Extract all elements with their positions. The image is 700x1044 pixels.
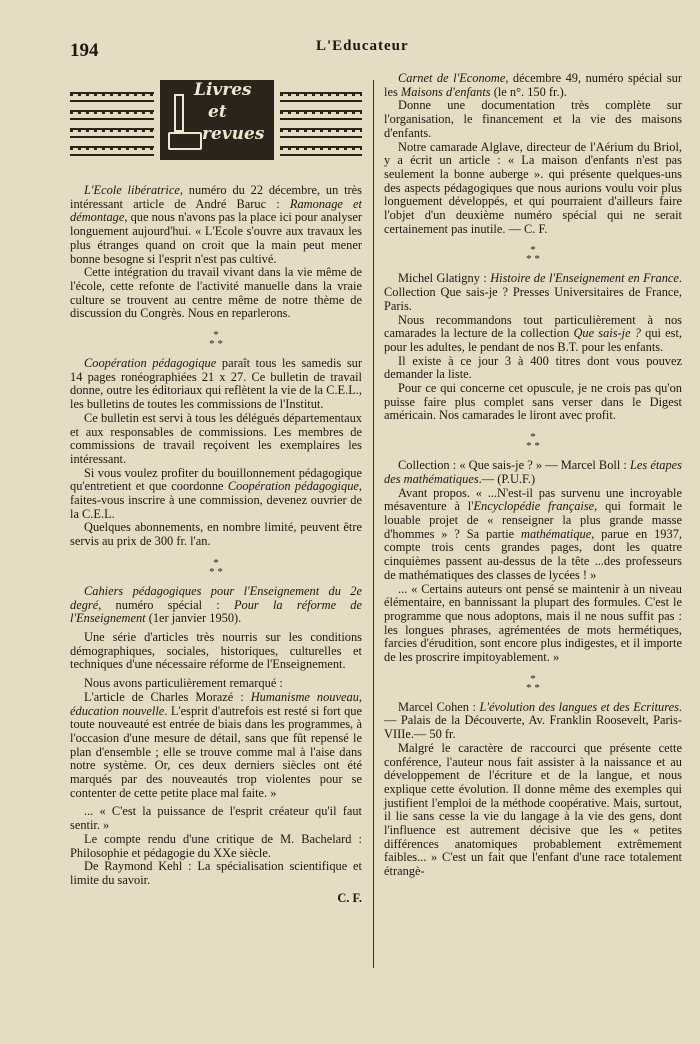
decorative-rule — [70, 92, 154, 102]
review-paragraph: Cahiers pédagogiques pour l'Enseignement du 2e degré, numéro spécial : Pour la réforme de l'Enseignement (1er janvier 1950). — [70, 583, 362, 626]
review-paragraph: Quelques abonnements, en nombre limité, peuvent être servis au prix de 300 fr. l'an. — [70, 520, 362, 549]
review-paragraph: L'Ecole libératrice, numéro du 22 décembre, un très intéressant article de André Baruc : Ramonage et démontage, que nous n'avons pas la place ici pour analyser longuement aujourd'hui. « L'Ecole s'ouvre aux travaux les plus étranges quand on croit que la main peut mener bonne besogne si l'esprit n'est pas cultivé. — [70, 183, 362, 266]
decorative-rule — [280, 92, 362, 102]
book-icon — [168, 132, 202, 150]
logo-word: et — [208, 102, 227, 122]
review-paragraph: L'article de Charles Morazé : Humanisme nouveau, éducation nouvelle. L'esprit d'autrefois est resté si fort que toute nouveauté est entrée de biais dans les programmes, à l'occasion d'une mesure de détail, sans que fût repensé le plan d'ensemble ; elle se trouve comme mal à l'aise dans notre système. Or, ces deux derniers siècles ont été marqués par des nouveautés trop violentes pour se contenter de cette petite place mal faite. » — [70, 689, 362, 800]
left-column — [70, 72, 362, 905]
review-paragraph: ... « C'est la puissance de l'esprit créateur qu'il faut sentir. » — [70, 804, 362, 833]
page-number: 194 — [70, 40, 99, 61]
review-paragraph: Pour ce qui concerne cet opuscule, je ne crois pas qu'on puisse faire plus complet sans verser dans le Digest américain. Nos camarades le liront avec profit. — [384, 381, 682, 423]
asterism-separator: * * * — [526, 244, 540, 266]
decorative-rule — [280, 110, 362, 120]
asterism-separator: * * * — [526, 431, 540, 453]
review-paragraph: Avant propos. « ...N'est-il pas survenu une incroyable mésaventure à l'Encyclopédie française, qui formait le louable projet de « renseigner la plus grande masse d'hommes » ? Sa partie mathématique, parue en 1937, compte trois cents grandes pages, dont les quatre cinquièmes passent au-dessus de la tête ...des professeurs de mathématiques des classes de lycées ! » — [384, 485, 683, 582]
right-column — [384, 72, 682, 879]
asterism-separator: * * * — [526, 672, 540, 694]
livres-et-revues-logo — [160, 80, 274, 160]
review-paragraph: Notre camarade Alglave, directeur de l'Aérium du Briol, y a écrit un article : « La maison d'enfants n'est pas seulement la bonne auberge ». qui présente quelques-uns des aspects pédagogiques que nous aurions voulu voir plus longuement développés, et qui pourraient d'ailleurs faire l'objet d'un deuxième numéro spécial qui ne serait certainement pas inutile. — C. F. — [384, 139, 682, 236]
signature: C. F. — [337, 890, 362, 905]
logo-word: revues — [202, 124, 265, 144]
running-title: L'Educateur — [316, 38, 409, 54]
review-paragraph: Si vous voulez profiter du bouillonnement pédagogique qu'entretient et que coordonne Coopération pédagogique, faites-vous inscrire à une commission, devenez ouvrier de la C.E.L. — [70, 465, 363, 521]
logo-word: Livres — [194, 80, 252, 100]
review-paragraph: Il existe à ce jour 3 à 400 titres dont vous pouvez demander la liste. — [384, 353, 682, 382]
review-paragraph: Ce bulletin est servi à tous les délégués départementaux et aux responsables de commissions. Les membres de commissions de travail reçoivent les exemplaires les intéressant. — [70, 410, 362, 466]
review-paragraph: ... « Certains auteurs ont pensé se maintenir à un niveau élémentaire, en bannissant la plupart des formules. C'est le programme que nous adoptons, mais il ne nous suffit pas : les longues phrases, agrémentées de mots hermétiques, farcies d'érudition, sont encore plus indigestes, et il importe de les proscrire impitoyablement. » — [384, 581, 682, 665]
decorative-rule — [280, 146, 362, 156]
asterism-separator: * * * — [209, 329, 223, 351]
review-paragraph: De Raymond Kehl : La spécialisation scientifique et limite du savoir. — [70, 859, 362, 887]
review-paragraph: Carnet de l'Econome, décembre 49, numéro spécial sur les Maisons d'enfants (le n°. 150 fr.). — [384, 71, 682, 99]
decorative-rule — [70, 110, 154, 120]
review-paragraph: Michel Glatigny : Histoire de l'Enseignement en France. Collection Que sais-je ? Presses Universitaires de France, Paris. — [384, 271, 682, 313]
review-paragraph: Malgré le caractère de raccourci que présente cette conférence, l'auteur nous fait assister à la naissance et au développement de l'écriture et de la langue, et nous explique cette évolution. Il donne même des exemples qui justifient l'emploi de la méthode coopérative. Mais, surtout, il lie sans cesse la vie du langage à la vie des gens, dont l'influence est autrement décisive que les « petites différences anatomiques probablement extrêmement faibles... » C'est un fait que l'enfant d'une race totalement étrangè- — [384, 740, 682, 879]
review-paragraph: Nous recommandons tout particulièrement à nos camarades la lecture de la collection Que sais-je ? qui est, pour les adultes, le pendant de nos B.T. pour les enfants. — [384, 312, 682, 354]
book-icon — [174, 94, 184, 132]
decorative-rule — [280, 128, 362, 138]
review-paragraph: Marcel Cohen : L'évolution des langues et des Ecritures. — Palais de la Découverte, Av. Franklin Roosevelt, Paris-VIIIe.— 50 fr. — [384, 699, 683, 742]
review-paragraph: Nous avons particulièrement remarqué : — [84, 676, 283, 691]
review-paragraph: Donne une documentation très complète sur l'organisation, le financement et la vie des maisons d'enfants. — [384, 98, 682, 140]
review-paragraph: Cette intégration du travail vivant dans la vie même de l'école, cette refonte de l'activité manuelle dans la vraie culture se trouvent au centre même de notre thème de discussion du Congrès. Nous en reparlerons. — [70, 265, 362, 321]
column-divider — [373, 80, 374, 968]
review-paragraph: Le compte rendu d'une critique de M. Bachelard : Philosophie et pédagogie du XXe siècle. — [70, 831, 362, 860]
review-paragraph: Une série d'articles très nourris sur les conditions démographiques, sociales, historiques, culturelles et techniques d'une nécessaire réforme de l'Enseignement. — [70, 629, 362, 672]
review-paragraph: Coopération pédagogique paraît tous les samedis sur 14 pages ronéographiées 21 x 27. Ce bulletin de travail donne, outre les éditoriaux qui reflètent la vie de la C.E.L., les bulletins de toutes les commissions de l'Institut. — [70, 356, 362, 412]
review-paragraph: Collection : « Que sais-je ? » — Marcel Boll : Les étapes des mathématiques.— (P.U.F.) — [384, 458, 683, 486]
section-banner — [70, 72, 362, 168]
decorative-rule — [70, 128, 154, 138]
asterism-separator: * * * — [209, 556, 223, 578]
decorative-rule — [70, 146, 154, 156]
